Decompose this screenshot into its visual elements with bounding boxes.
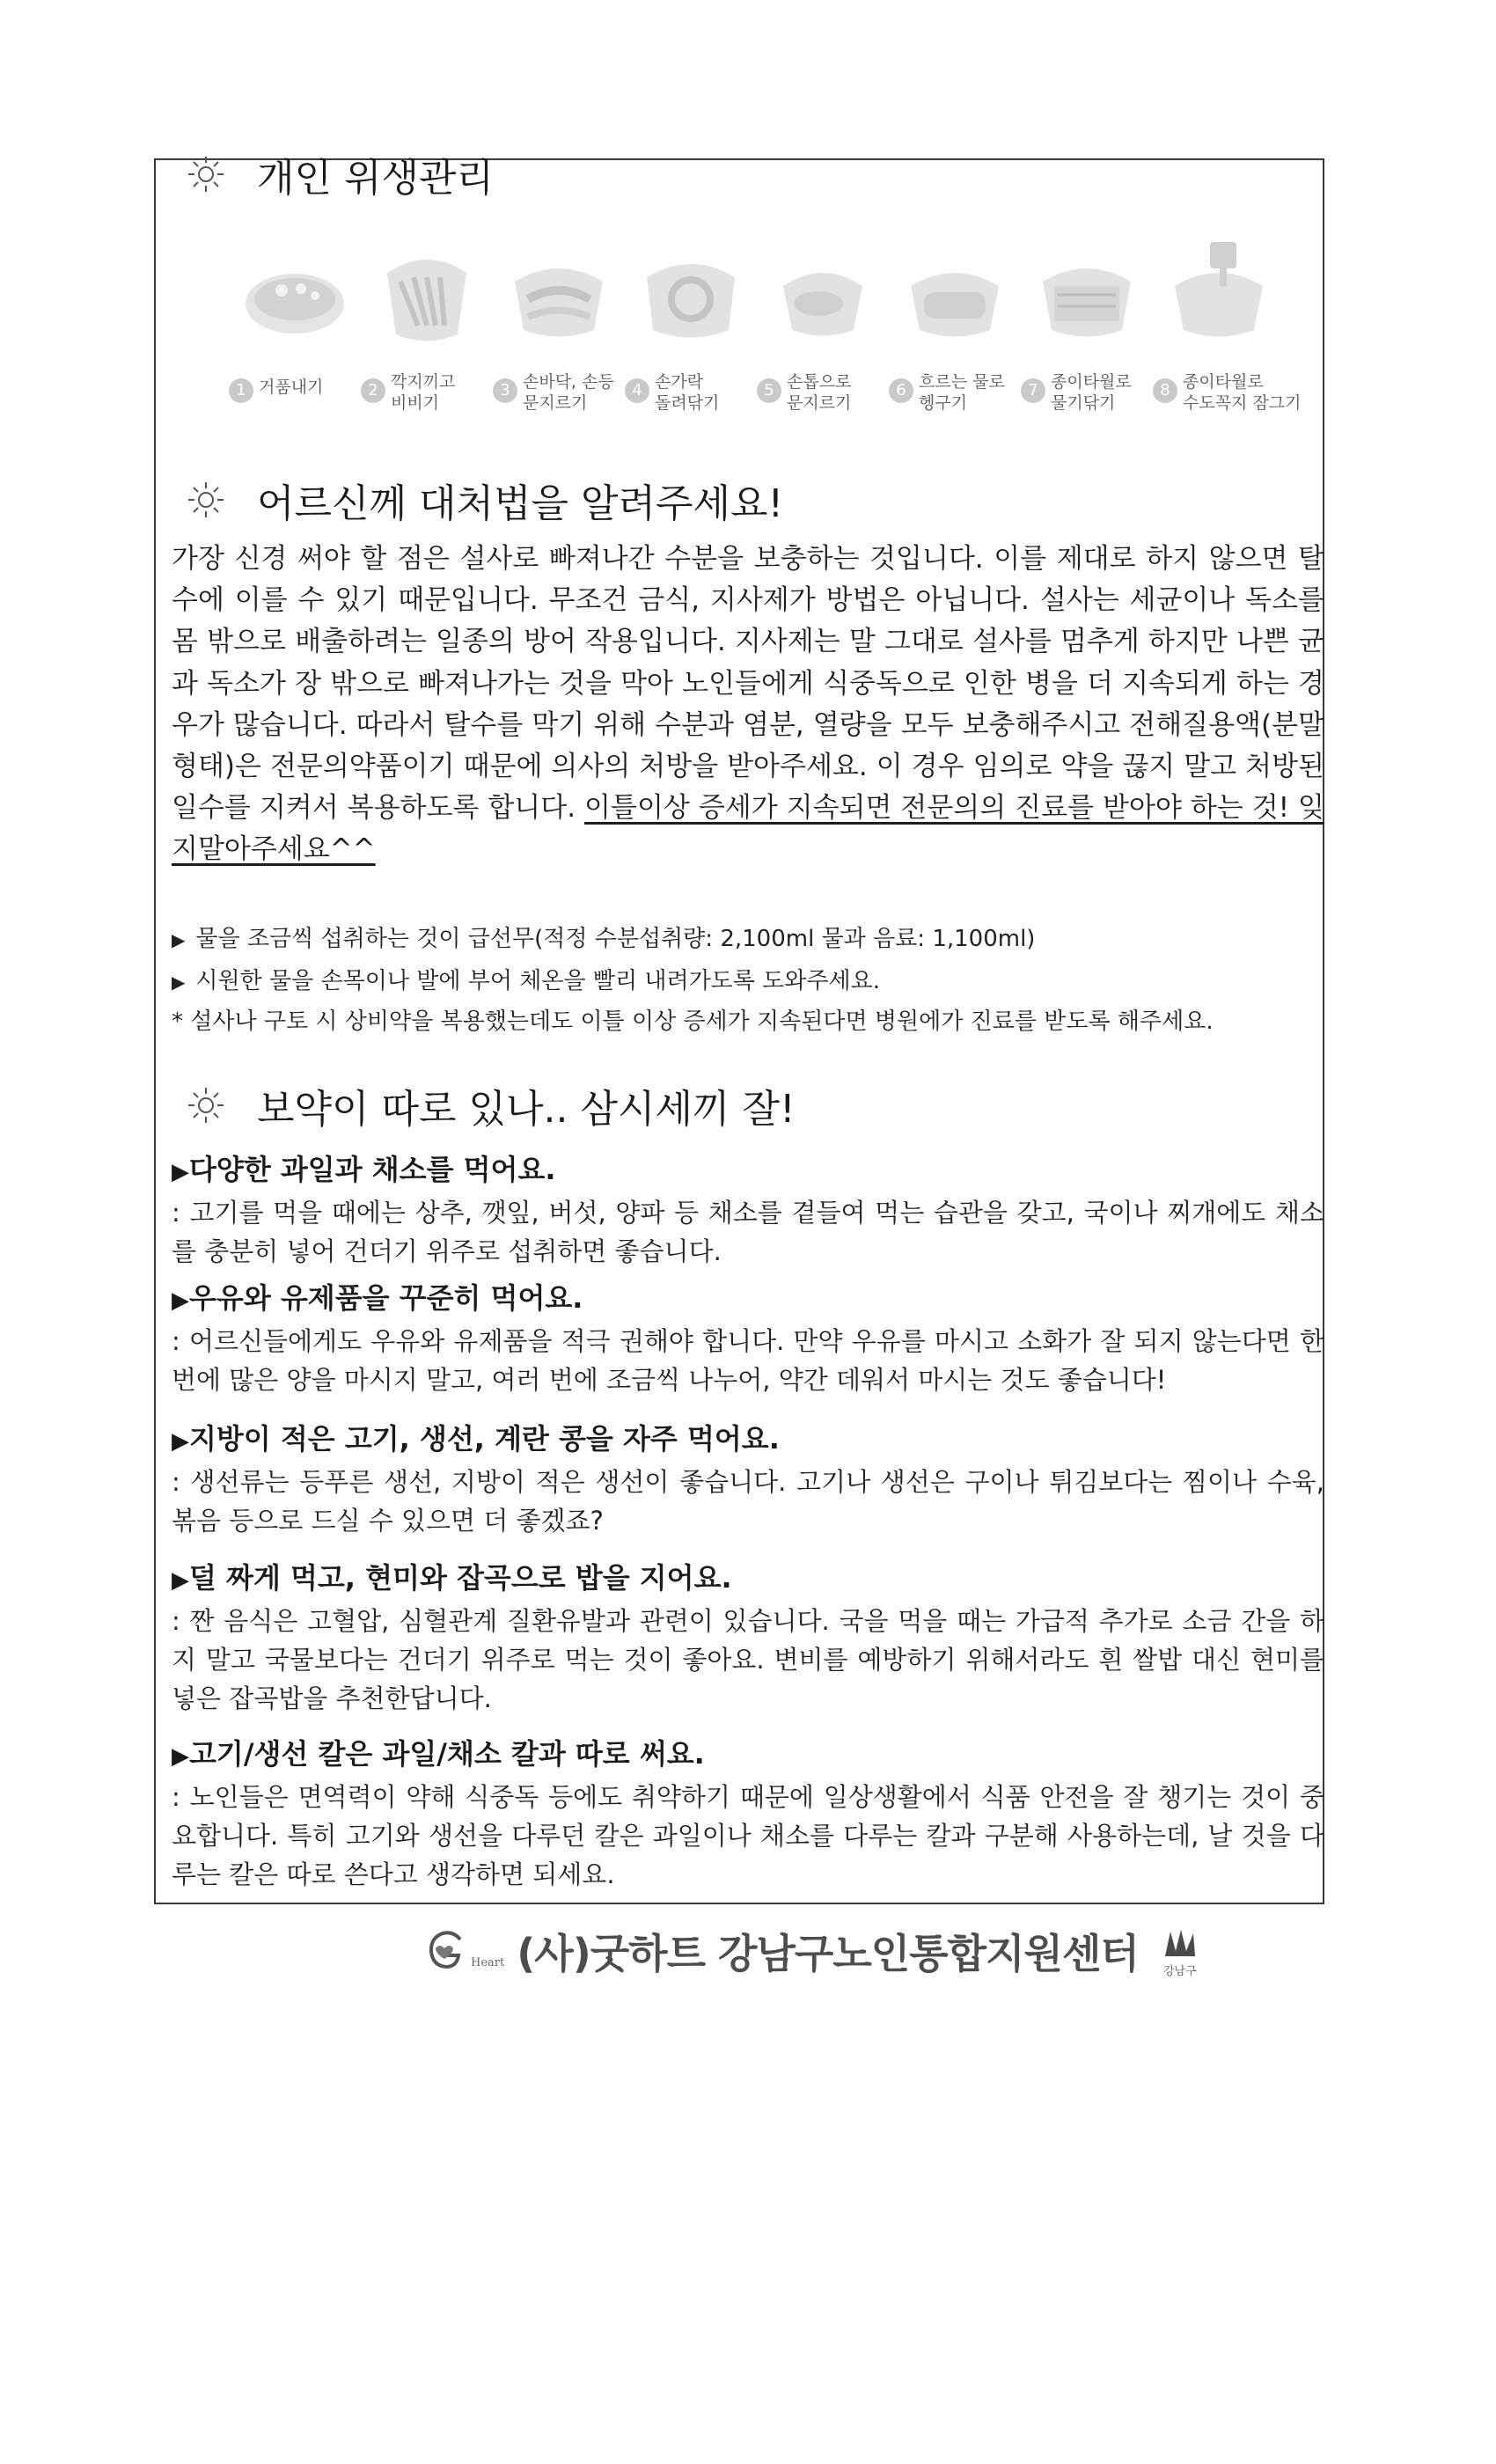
district-name: 강남구: [1163, 1964, 1197, 1978]
step-number: 3: [493, 378, 517, 403]
rinsing-water-icon: [898, 238, 1012, 352]
step-label: 깍지끼고 비비기: [391, 372, 456, 413]
handwash-step-6: [889, 238, 1021, 440]
treatment-text: 가장 신경 써야 할 점은 설사로 빠져나간 수분을 보충하는 것입니다. 이를 제대로 하지 않으면 탈수에 이를 수 있기 때문입니다. 무조건 금식, 지사제가 방법은 아닙니다. 설사는 세균이나 독소를 몸 밖으로 배출하려는 일종의 방어 작용입니다. 지사제는 말 그대로 설사를 멈추게 하지만 나쁜 균과 독소가 장 밖으로 빠져나가는 것을 막아 노인들에게 식중독으로 인한 병을 더 지속되게 하는 경우가 많습니다. 따라서 탈수를 막기 위해 수분과 염분, 열량을 모두 보충해주시고 전해질용액(분말형태)은 전문의약품이기 때문에 의사의 처방을 받아주세요. 이 경우 임의로 약을 끊지 말고 처방된 일수를 지켜서 복용하도록 합니다.: [172, 543, 1324, 825]
bullet-text: 시원한 물을 손목이나 발에 부어 체온을 빨리 내려가도록 도와주세요.: [195, 968, 881, 994]
step-number: 5: [757, 378, 781, 403]
gangnam-emblem-icon: [1160, 1925, 1200, 1962]
hands-interlaced-icon: [370, 238, 484, 352]
triangle-bullet-icon: ▶: [172, 1159, 189, 1185]
nutrition-heading: ▶지방이 적은 고기, 생선, 계란 콩을 자주 먹어요.: [172, 1422, 780, 1456]
triangle-bullet-icon: ▶: [172, 1743, 189, 1770]
treatment-underlined-text: 이틀이상 증세가 지속되면 전문의의 진료를 받아야 하는 것! 잊지말아주세요^^: [172, 792, 1324, 866]
step-label: 종이타월로 수도꼭지 잠그기: [1183, 372, 1302, 413]
step-label: 흐르는 물로 헹구기: [919, 372, 1005, 413]
step-number: 6: [889, 378, 913, 403]
nutrition-body: : 짠 음식은 고혈압, 심혈관계 질환유발과 관련이 있습니다. 국을 먹을 때는 가급적 추가로 소금 간을 하지 말고 국물보다는 건더기 위주로 먹는 것이 좋아요. 변비를 예방하기 위해서라도 흰 쌀밥 대신 현미를 넣은 잡곡밥을 추천한답니다.: [172, 1606, 1324, 1713]
section-title-text: 보약이 따로 있나.. 삼시세끼 잘!: [257, 1087, 796, 1132]
faucet-closing-icon: [1162, 238, 1276, 352]
step-number: 7: [1021, 378, 1045, 403]
handwash-steps: [229, 238, 1311, 440]
step-number: 2: [361, 378, 385, 403]
footer-logo: [427, 1920, 1200, 1982]
sun-icon: [185, 153, 227, 195]
section-title-text: 개인 위생관리: [257, 156, 495, 201]
triangle-bullet-icon: ▶: [172, 1428, 189, 1455]
goodheart-logo-icon: [427, 1929, 466, 1973]
triangle-bullet-icon: ▶: [172, 972, 186, 993]
step-number: 8: [1153, 378, 1177, 403]
nutrition-heading: ▶고기/생선 칼은 과일/채소 칼과 따로 써요.: [172, 1737, 705, 1771]
handwash-step-5: [757, 238, 889, 440]
step-label: 종이타월로 물기닦기: [1051, 372, 1132, 413]
sun-icon: [185, 1084, 227, 1126]
step-label: 손바닥, 손등 문지르기: [523, 372, 614, 413]
paper-towel-drying-icon: [1030, 238, 1144, 352]
section-title-nutrition: [185, 1077, 796, 1133]
bullet-item: [172, 963, 880, 995]
sun-icon: [185, 479, 227, 521]
note-text: * 설사나 구토 시 상비약을 복용했는데도 이틀 이상 증세가 지속된다면 병원에가 진료를 받도록 해주세요.: [172, 1008, 1214, 1035]
nutrition-heading: ▶다양한 과일과 채소를 먹어요.: [172, 1153, 556, 1186]
nutrition-heading: ▶우유와 유제품을 꾸준히 먹어요.: [172, 1281, 583, 1315]
section-title-treatment: [185, 472, 783, 528]
nail-scrubbing-icon: [766, 238, 880, 352]
bullet-item: [172, 920, 1035, 953]
triangle-bullet-icon: ▶: [172, 929, 186, 950]
section-title-text: 어르신께 대처법을 알려주세요!: [257, 481, 784, 526]
nutrition-body: : 고기를 먹을 때에는 상추, 깻잎, 버섯, 양파 등 채소를 곁들여 먹는 습관을 갖고, 국이나 찌개에도 채소를 충분히 넣어 건더기 위주로 섭취하면 좋습니다.: [172, 1198, 1324, 1266]
bullet-text: 물을 조금씩 섭취하는 것이 급선무(적정 수분섭취량: 2,100ml 물과 음료: 1,100ml): [195, 926, 1036, 952]
triangle-bullet-icon: ▶: [172, 1567, 189, 1594]
step-number: 4: [625, 378, 649, 403]
handwash-step-3: [493, 238, 625, 440]
step-label: 손가락 돌려닦기: [655, 372, 720, 413]
nutrition-body: : 생선류는 등푸른 생선, 지방이 적은 생선이 좋습니다. 고기나 생선은 구이나 튀김보다는 찜이나 수육, 볶음 등으로 드실 수 있으면 더 좋겠죠?: [172, 1467, 1324, 1536]
triangle-bullet-icon: ▶: [172, 1287, 189, 1314]
handwash-step-7: [1021, 238, 1153, 440]
nutrition-heading: ▶덜 짜게 먹고, 현미와 잡곡으로 밥을 지어요.: [172, 1561, 732, 1595]
section-title-hygiene: [185, 146, 494, 202]
organization-name: (사)굿하트 강남구노인통합지원센터: [517, 1930, 1139, 1977]
handwash-step-2: [361, 238, 493, 440]
nutrition-body: : 어르신들에게도 우유와 유제품을 적극 권해야 합니다. 만약 우유를 마시고 소화가 잘 되지 않는다면 한 번에 많은 양을 마시지 말고, 여러 번에 조금씩 나누어, 약간 데워서 마시는 것도 좋습니다!: [172, 1326, 1324, 1395]
step-label: 손톱으로 문지르기: [787, 372, 852, 413]
hands-rubbing-icon: [502, 238, 616, 352]
district-emblem: [1160, 1925, 1200, 1978]
handwash-step-1: [229, 238, 361, 440]
step-number: 1: [229, 378, 253, 403]
nutrition-body: : 노인들은 면역력이 약해 식중독 등에도 취약하기 때문에 일상생활에서 식품 안전을 잘 챙기는 것이 중요합니다. 특히 고기와 생선을 다루던 칼은 과일이나 채소를 다루는 칼과 구분해 사용하는데, 날 것을 다루는 칼은 따로 쓴다고 생각하면 되세요.: [172, 1782, 1324, 1889]
hands-lathering-icon: [238, 238, 352, 352]
handwash-step-4: [625, 238, 757, 440]
brand-word: Heart: [471, 1956, 505, 1969]
step-label: 거품내기: [259, 378, 324, 397]
fingers-twisting-icon: [634, 238, 748, 352]
treatment-paragraph: [172, 539, 1324, 871]
handwash-step-8: [1153, 238, 1302, 440]
